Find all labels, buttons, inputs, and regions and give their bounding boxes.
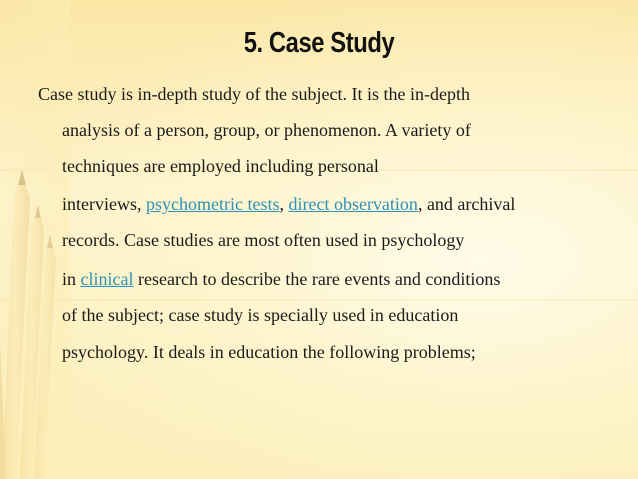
- body-line-4-post: , and archival: [417, 194, 516, 214]
- body-line-1: Case study is in-depth study of the subject. It is the in-depth: [38, 84, 470, 104]
- body-line-3: techniques are employed including personal: [62, 156, 379, 176]
- clinical-link[interactable]: clinical: [80, 269, 134, 289]
- body-line-7: of the subject; case study is specially used in education: [62, 305, 459, 325]
- body-line-4-pre: interviews,: [62, 194, 146, 214]
- body-line-4-mid: ,: [279, 194, 289, 214]
- body-line-5: records. Case studies are most often used in psychology: [62, 230, 465, 250]
- body-line-6-pre: in: [62, 269, 81, 289]
- body-line-4: [62, 193, 515, 215]
- body-line-6-post: research to describe the rare events and conditions: [133, 269, 501, 289]
- psychometric-tests-link[interactable]: psychometric tests: [145, 194, 280, 214]
- body-line-2: analysis of a person, group, or phenomenon. A variety of: [62, 120, 471, 140]
- direct-observation-link[interactable]: direct observation: [288, 194, 418, 214]
- slide-title: 5. Case Study: [243, 27, 395, 59]
- body-line-8: psychology. It deals in education the following problems;: [62, 342, 476, 362]
- body-line-6: [62, 268, 500, 290]
